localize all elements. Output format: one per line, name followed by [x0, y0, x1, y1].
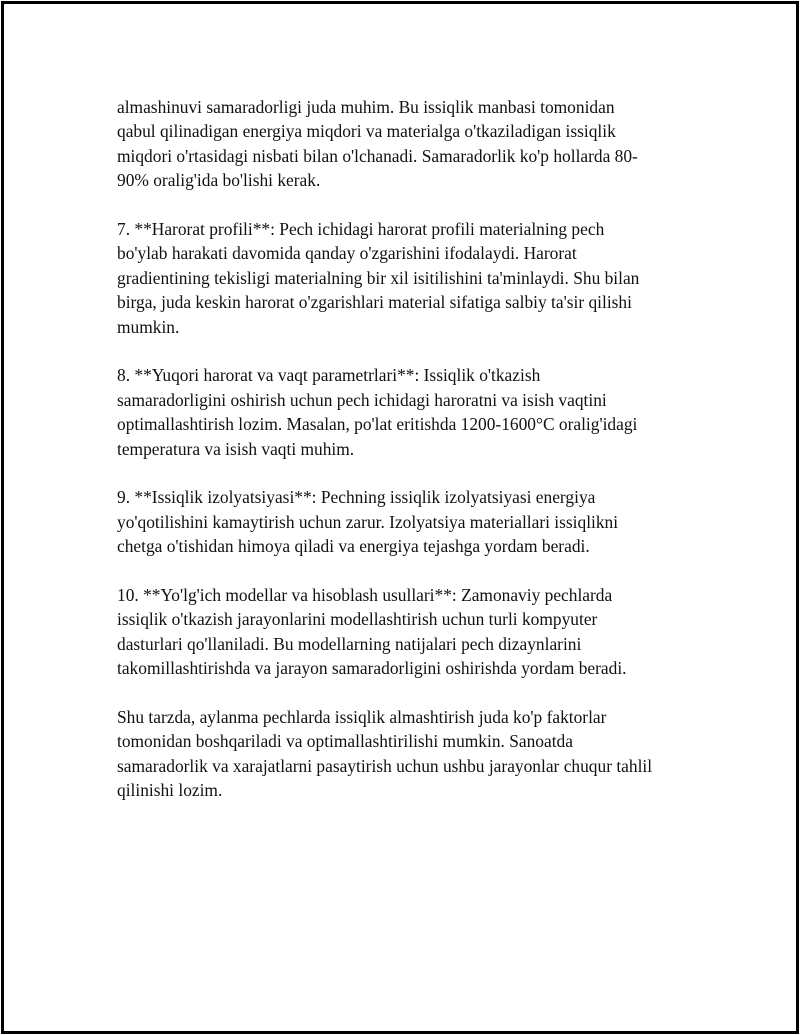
- page-frame: [1, 1, 799, 1034]
- paragraph-thermal-insulation: 9. **Issiqlik izolyatsiyasi**: Pechning issiqlik izolyatsiyasi energiya yo'qotilishini kamaytirish uchun zarur. Izolyatsiya materiallari issiqlikni chetga o'tishidan himoya qiladi va energiya tejashga yordam beradi.: [117, 487, 619, 557]
- paragraph-high-temperature-time: 8. **Yuqori harorat va vaqt parametrlari**: Issiqlik o'tkazish samaradorligini oshirish uchun pech ichidagi haroratni va isish vaqtini optimallashtirish lozim. Masalan, po'lat eritishda 1200-1600°C oralig'idagi temperatura va isish vaqti muhim.: [117, 365, 638, 459]
- document-body: [117, 95, 697, 827]
- paragraph-efficiency-continuation: almashinuvi samaradorligi juda muhim. Bu issiqlik manbasi tomonidan qabul qilinadigan energiya miqdori va materialga o'tkaziladigan issiqlik miqdori o'rtasidagi nisbati bilan o'lchanadi. Samaradorlik ko'p hollarda 80- 90% oralig'ida bo'lishi kerak.: [117, 97, 638, 191]
- paragraph-temperature-profile: 7. **Harorat profili**: Pech ichidagi harorat profili materialning pech bo'ylab harakati davomida qanday o'zgarishini ifodalaydi. Harorat gradientining tekisligi materialning bir xil isitilishini ta'minlaydi. Shu bilan birga, juda keskin harorat o'zgarishlari material sifatiga salbiy ta'sir qilishi mumkin.: [117, 219, 640, 337]
- paragraph-conclusion: Shu tarzda, aylanma pechlarda issiqlik almashtirish juda ko'p faktorlar tomonidan boshqariladi va optimallashtirilishi mumkin. Sanoatda samaradorlik va xarajatlarni pasaytirish uchun ushbu jarayonlar chuqur tahlil qilinishi lozim.: [117, 707, 653, 801]
- paragraph-models-calculation: 10. **Yo'lg'ich modellar va hisoblash usullari**: Zamonaviy pechlarda issiqlik o'tkazish jarayonlarini modellashtirish uchun turli kompyuter dasturlari qo'llaniladi. Bu modellarning natijalari pech dizaynlarini takomillashtirishda va jarayon samaradorligini oshirishda yordam beradi.: [117, 585, 627, 679]
